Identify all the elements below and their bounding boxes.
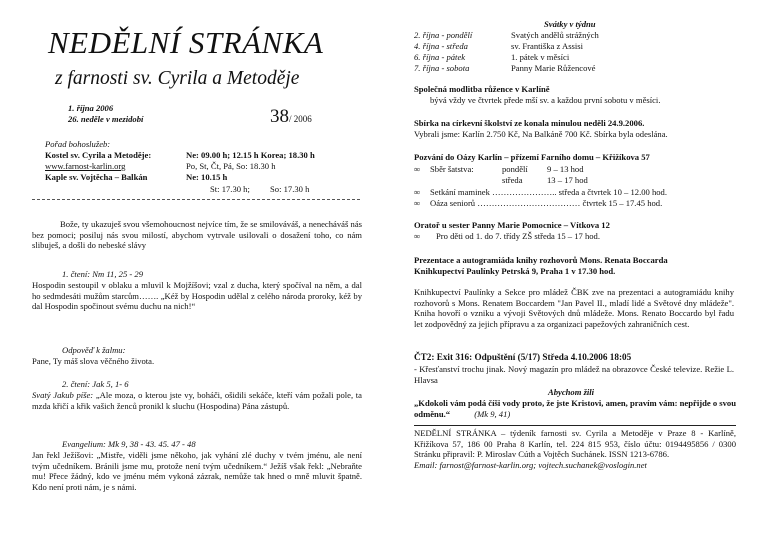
schedule-saturday: So: 17.30 h xyxy=(270,184,310,194)
divider xyxy=(32,199,360,200)
issue-number-value: 38 xyxy=(270,106,289,127)
schedule-chapel-times: Ne: 10.15 h xyxy=(186,172,228,182)
book-text: Knihkupectví Paulínky a Sekce pro mládež ČBK zve na prezentaci a autogramiádu knihy rozhovorů s Mons. Renatem Boccardem "Jan Pavel II., mladí lidé a Světové dny mládeže". Kniha hovoří o vzniku a vývoji Světových dnů mládeže. Mons. Renato Boccardo byl řadu let zodpovědný za jejich přípravu a za organizaci papežových zahraničních cest. xyxy=(414,287,734,329)
reading1-ref: 1. čtení: Nm 11, 25 - 29 xyxy=(62,269,143,279)
reading1-text: Hospodin sestoupil v oblaku a mluvil k Mojžíšovi; vzal z ducha, který spočíval na něm, a dal ho sedmdesáti mužům starcům……. „Kéž by Hospodin udělal z celého národa proroky, kéž by dal Hospodin spočinout svému duchu na nich!“ xyxy=(32,280,362,312)
reading2-body: „Ale moza, o kterou jste vy, boháči, ošidili sekáče, kteří vám požali pole, ta mzda křičí a křik vašich ženců pronikl k sluchu (Hospodina) Pána zástupů. xyxy=(32,390,363,411)
tv-heading: ČT2: Exit 316: Odpuštění (5/17) Středa 4.10.2006 18:05 xyxy=(414,352,632,362)
feast-day-1: 2. října - pondělí xyxy=(414,30,473,40)
oratory-text: Pro děti od 1. do 7. třídy ZŠ středa 15 – 17 hod. xyxy=(436,231,600,241)
issue-year: / 2006 xyxy=(289,114,312,124)
oasis-clothing-time2: 13 – 17 hod xyxy=(547,175,588,185)
page-subtitle: z farnosti sv. Cyrila a Metoděje xyxy=(55,68,300,89)
issue-number xyxy=(270,106,312,128)
psalm-ref: Odpověď k žalmu: xyxy=(62,345,126,355)
footer-email[interactable]: Email: farnost@farnost-karlin.org; vojtech.suchanek@voslogin.net xyxy=(414,460,647,470)
oasis-clothing-label: Sběr šatstva: xyxy=(430,164,474,174)
schedule-weekday-times: Po, St, Čt, Pá, So: 18.30 h xyxy=(186,161,276,171)
oasis-clothing-day2: středa xyxy=(502,175,523,185)
motto-ref: (Mk 9, 41) xyxy=(474,408,511,419)
issue-sunday: 26. neděle v mezidobí xyxy=(68,114,144,124)
book-heading-2: Knihkupectví Paulínky Petrská 9, Praha 1 v 17.30 hod. xyxy=(414,266,616,276)
opening-prayer: Bože, ty ukazuješ svou všemohoucnost nejvíce tím, že se smilováváš, a nenecháváš nás bez pomoci; posiluj nás svou milostí, abychom vytrvale usilovali o dosažení toho, co nám slibuješ, a došli do nebeské slávy xyxy=(32,219,362,251)
reading2-text xyxy=(32,390,362,411)
oasis-bullet-3: ∞ xyxy=(414,198,421,208)
oasis-clothing-day1: pondělí xyxy=(502,164,528,174)
motto-quote: „Kdokoli vám podá číši vody proto, že jste Kristovi, amen, pravím vám: nepřijde o svou odměnu.“ xyxy=(414,398,736,419)
footer-rule xyxy=(414,425,736,426)
rosary-heading: Společná modlitba růžence v Karlíně xyxy=(414,84,550,94)
oasis-bullet-1: ∞ xyxy=(414,164,421,174)
feast-day-3: 6. října - pátek xyxy=(414,52,466,62)
schedule-church-times: Ne: 09.00 h; 12.15 h Korea; 18.30 h xyxy=(186,150,315,160)
oasis-seniors: Oáza seniorů ……………………………… čtvrtek 15 – 17.45 hod. xyxy=(430,198,663,208)
schedule-church-label: Kostel sv. Cyrila a Metoděje: xyxy=(45,150,152,160)
parish-website-link[interactable]: www.farnost-karlin.org xyxy=(45,161,126,171)
rosary-text: bývá vždy ve čtvrtek přede mší sv. a každou první sobotu v měsíci. xyxy=(430,95,661,105)
issue-date: 1. října 2006 xyxy=(68,103,114,113)
motto-text xyxy=(414,398,736,419)
footer-text: NEDĚLNÍ STRÁNKA – týdeník farnosti sv. Cyrila a Metoděje v Praze 8 - Karlíně, Křižíkova 57, 186 00 Praha 8 Karlín, tel. 224 815 953, číslo účtu: 0194495856 / 0300 Stránku připravil: P. Miroslav Cúth a Vojtěch Suchánek. ISSN 1213-6786. xyxy=(414,428,736,460)
feast-day-4: 7. října - sobota xyxy=(414,63,470,73)
oratory-bullet: ∞ xyxy=(414,231,421,241)
oasis-heading: Pozvání do Oázy Karlín – přízemí Farního domu – Křižíkova 57 xyxy=(414,152,650,162)
oasis-bullet-2: ∞ xyxy=(414,187,421,197)
feast-name-3: 1. pátek v měsíci xyxy=(511,52,570,62)
feast-day-2: 4. října - středa xyxy=(414,41,468,51)
feast-name-4: Panny Marie Růžencové xyxy=(511,63,596,73)
motto-heading: Abychom žili xyxy=(548,387,595,397)
schedule-wednesday: St: 17.30 h; xyxy=(210,184,250,194)
feast-name-2: sv. Františka z Assisi xyxy=(511,41,584,51)
feasts-heading: Svátky v týdnu xyxy=(544,19,596,29)
gospel-text: Jan řekl Ježíšovi: „Mistře, viděli jsme někoho, jak vyhání zlé duchy v tvém jménu, ale není tvým učedníkem. Bránili jsme mu, protože není tvým učedníkem.“ Ježíš však řekl: „Nebraňte mu! Přece žádný, kdo ve jménu mém vykoná zázrak, nemůže tak hned o mně mluvit špatně. Kdo není proti nám, je s námi. xyxy=(32,450,362,492)
collection-text: Vybrali jsme: Karlín 2.750 Kč, Na Balkáně 700 Kč. Sbírka byla odeslána. xyxy=(414,129,668,139)
reading2-lead: Svatý Jakub píše: xyxy=(32,390,94,400)
oasis-mothers: Setkání maminek ………………….. středa a čtvrtek 10 – 12.00 hod. xyxy=(430,187,668,197)
reading2-ref: 2. čtení: Jak 5, 1- 6 xyxy=(62,379,129,389)
tv-text: - Křesťanství trochu jinak. Nový magazín pro mládež na obrazovce České televize. Režie L. Hlavsa xyxy=(414,364,734,385)
collection-heading: Sbírka na církevní školství ze konala minulou neděli 24.9.2006. xyxy=(414,118,645,128)
schedule-heading: Pořad bohoslužeb: xyxy=(45,139,111,149)
schedule-chapel-label: Kaple sv. Vojtěcha – Balkán xyxy=(45,172,148,182)
gospel-ref: Evangelium: Mk 9, 38 - 43. 45. 47 - 48 xyxy=(62,439,196,449)
book-heading-1: Prezentace a autogramiáda knihy rozhovorů Mons. Renata Boccarda xyxy=(414,255,668,265)
feast-name-1: Svatých andělů strážných xyxy=(511,30,599,40)
psalm-text: Pane, Ty máš slova věčného života. xyxy=(32,356,155,366)
oratory-heading: Oratoř u sester Panny Marie Pomocnice – Vítkova 12 xyxy=(414,220,610,230)
oasis-clothing-time1: 9 – 13 hod xyxy=(547,164,584,174)
page-title: NEDĚLNÍ STRÁNKA xyxy=(48,25,324,60)
